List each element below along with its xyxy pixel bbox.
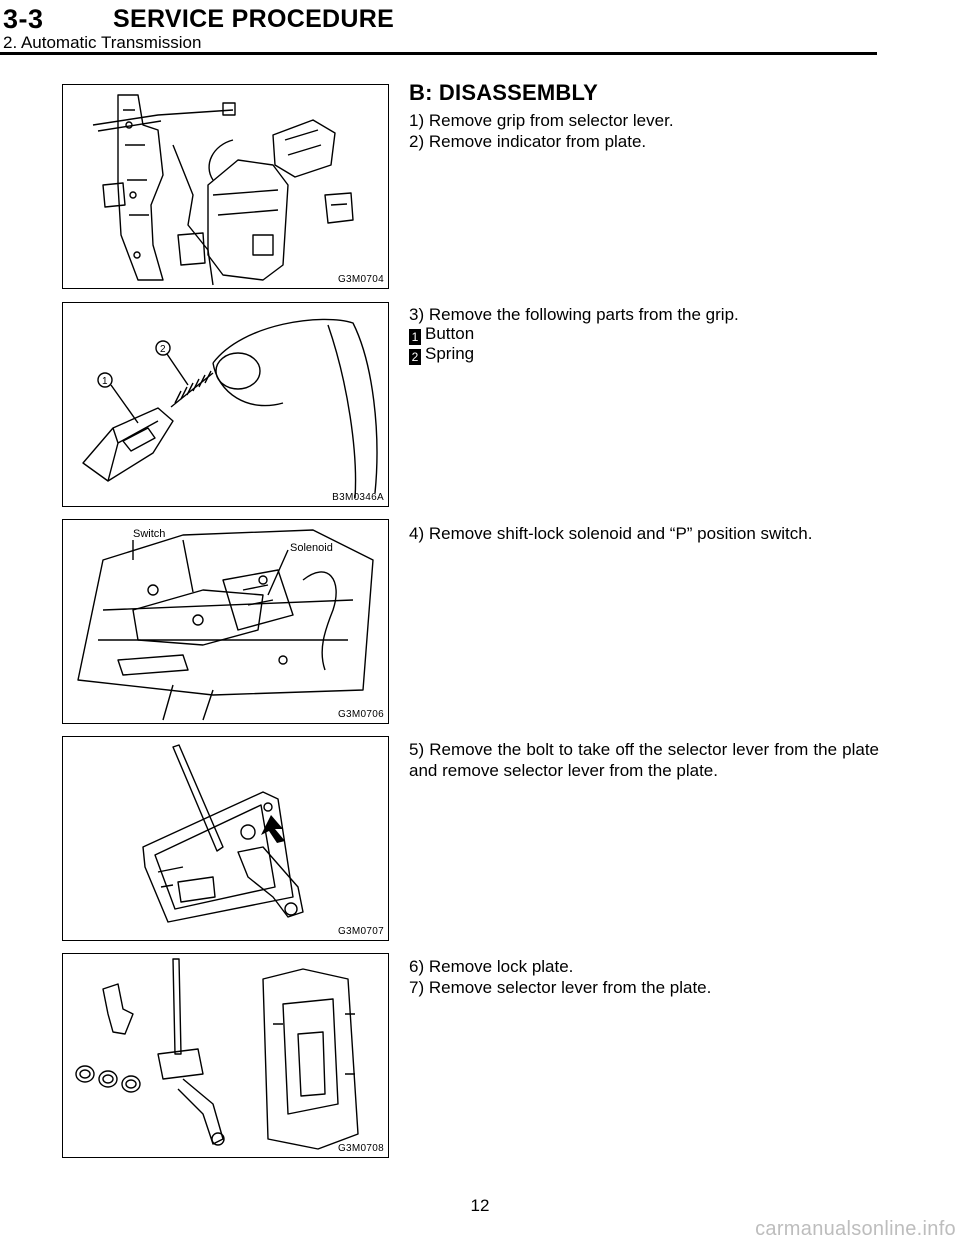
section-number: 3-3 <box>3 4 44 34</box>
figure-code: G3M0708 <box>337 1143 384 1154</box>
page-header <box>0 0 960 56</box>
part-number-badge: 1 <box>409 329 421 345</box>
page-number: 12 <box>470 1196 490 1215</box>
grip-button-spring-illustration <box>63 303 388 506</box>
figure-solenoid-switch <box>62 519 389 724</box>
watermark: carmanualsonline.info <box>755 1218 956 1240</box>
selector-lever-bolt-illustration <box>63 737 388 940</box>
step-5: 5) Remove the bolt to take off the selector lever from the plate and remove selector lever from the plate. <box>409 740 879 780</box>
figure-code: G3M0704 <box>337 274 384 285</box>
figure-code: B3M0346A <box>332 492 384 503</box>
step-4: 4) Remove shift-lock solenoid and “P” position switch. <box>409 524 813 543</box>
header-rule <box>0 52 877 55</box>
figure-grip-button-spring <box>62 302 389 507</box>
step-3: 3) Remove the following parts from the grip. <box>409 305 739 324</box>
lock-plate-illustration <box>63 954 388 1157</box>
step-7: 7) Remove selector lever from the plate. <box>409 978 712 997</box>
step-2: 2) Remove indicator from plate. <box>409 132 647 151</box>
part-item-spring <box>409 343 474 365</box>
callout-2: 2 <box>160 344 166 355</box>
subsection-title: 2. Automatic Transmission <box>3 33 202 52</box>
section-title: SERVICE PROCEDURE <box>113 5 395 33</box>
figure-code: G3M0706 <box>337 709 384 720</box>
part-item-button <box>409 323 474 345</box>
figure-selector-lever-bolt <box>62 736 389 941</box>
figure-selector-assembly <box>62 84 389 289</box>
part-label: Button <box>425 324 475 343</box>
section-heading: B: DISASSEMBLY <box>409 80 599 105</box>
solenoid-switch-illustration <box>63 520 388 723</box>
figure-lock-plate <box>62 953 389 1158</box>
label-solenoid: Solenoid <box>290 542 333 554</box>
part-number-badge: 2 <box>409 349 421 365</box>
label-switch: Switch <box>133 528 166 540</box>
selector-assembly-illustration <box>63 85 388 288</box>
part-label: Spring <box>425 344 475 363</box>
step-1: 1) Remove grip from selector lever. <box>409 111 674 130</box>
step-6: 6) Remove lock plate. <box>409 957 574 976</box>
figure-code: G3M0707 <box>337 926 384 937</box>
callout-1: 1 <box>102 376 108 387</box>
